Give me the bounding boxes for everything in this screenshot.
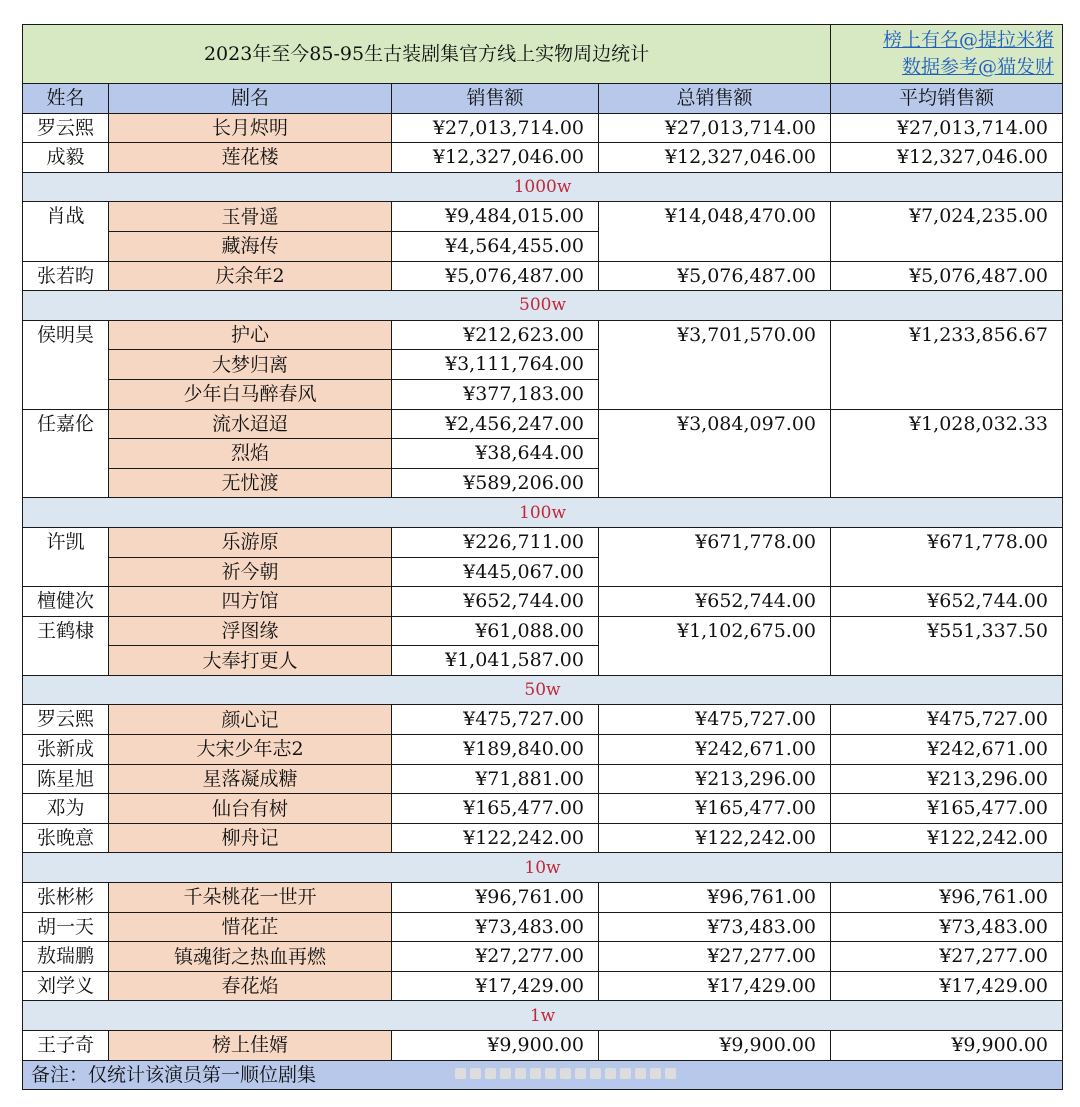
actor-name: 成毅 [23,143,109,173]
drama-sales: ¥27,013,714.00 [392,113,599,143]
drama-title: 少年白马醉春风 [109,379,392,409]
drama-title: 庆余年2 [109,261,392,291]
total-sales: ¥3,084,097.00 [599,409,831,498]
drama-title: 仙台有树 [109,794,392,824]
actor-name: 张新成 [23,735,109,765]
band-row [23,675,1063,705]
total-sales: ¥1,102,675.00 [599,616,831,675]
average-sales: ¥1,028,032.33 [831,409,1063,498]
table-row [23,616,1063,646]
table-row [23,735,1063,765]
drama-sales: ¥61,088.00 [392,616,599,646]
band-label: 1000w [23,172,1063,202]
average-sales: ¥122,242.00 [831,823,1063,853]
average-sales: ¥213,296.00 [831,764,1063,794]
drama-sales: ¥589,206.00 [392,468,599,498]
drama-title: 大宋少年志2 [109,735,392,765]
drama-title: 颜心记 [109,705,392,735]
drama-sales: ¥475,727.00 [392,705,599,735]
table-row [23,320,1063,350]
drama-sales: ¥122,242.00 [392,823,599,853]
table-row [23,942,1063,972]
drama-title: 大奉打更人 [109,646,392,676]
drama-title: 镇魂街之热血再燃 [109,942,392,972]
total-sales: ¥12,327,046.00 [599,143,831,173]
total-sales: ¥671,778.00 [599,527,831,586]
drama-sales: ¥17,429.00 [392,971,599,1001]
drama-title: 护心 [109,320,392,350]
average-sales: ¥165,477.00 [831,794,1063,824]
table-row [23,971,1063,1001]
table-row [23,912,1063,942]
header-average: 平均销售额 [831,84,1063,114]
actor-name: 肖战 [23,202,109,261]
band-row [23,291,1063,321]
sales-table [22,24,1063,1090]
actor-name: 许凯 [23,527,109,586]
drama-sales: ¥12,327,046.00 [392,143,599,173]
drama-title: 流水迢迢 [109,409,392,439]
drama-sales: ¥38,644.00 [392,439,599,469]
drama-title: 柳舟记 [109,823,392,853]
average-sales: ¥652,744.00 [831,587,1063,617]
drama-title: 千朵桃花一世开 [109,883,392,913]
total-sales: ¥73,483.00 [599,912,831,942]
band-row [23,498,1063,528]
drama-sales: ¥1,041,587.00 [392,646,599,676]
drama-title: 星落凝成糖 [109,764,392,794]
total-sales: ¥9,900.00 [599,1031,831,1061]
header-drama: 剧名 [109,84,392,114]
drama-sales: ¥165,477.00 [392,794,599,824]
total-sales: ¥652,744.00 [599,587,831,617]
drama-sales: ¥3,111,764.00 [392,350,599,380]
table-row [23,261,1063,291]
average-sales: ¥73,483.00 [831,912,1063,942]
total-sales: ¥5,076,487.00 [599,261,831,291]
actor-name: 檀健次 [23,587,109,617]
average-sales: ¥242,671.00 [831,735,1063,765]
drama-sales: ¥27,277.00 [392,942,599,972]
average-sales: ¥671,778.00 [831,527,1063,586]
band-label: 1w [23,1001,1063,1031]
average-sales: ¥12,327,046.00 [831,143,1063,173]
table-row [23,143,1063,173]
drama-title: 藏海传 [109,231,392,261]
band-label: 100w [23,498,1063,528]
total-sales: ¥475,727.00 [599,705,831,735]
table-row [23,113,1063,143]
average-sales: ¥9,900.00 [831,1031,1063,1061]
average-sales: ¥96,761.00 [831,883,1063,913]
average-sales: ¥17,429.00 [831,971,1063,1001]
credit-link-rank[interactable]: 榜上有名@提拉米猪 [883,29,1055,51]
drama-title: 春花焰 [109,971,392,1001]
actor-name: 张彬彬 [23,883,109,913]
total-sales: ¥14,048,470.00 [599,202,831,261]
band-row [23,172,1063,202]
average-sales: ¥27,013,714.00 [831,113,1063,143]
table-row [23,1031,1063,1061]
actor-name: 王子奇 [23,1031,109,1061]
drama-sales: ¥377,183.00 [392,379,599,409]
drama-title: 玉骨遥 [109,202,392,232]
table-row [23,587,1063,617]
drama-sales: ¥652,744.00 [392,587,599,617]
band-label: 50w [23,675,1063,705]
band-label: 500w [23,291,1063,321]
actor-name: 罗云熙 [23,113,109,143]
drama-title: 四方馆 [109,587,392,617]
table-row [23,823,1063,853]
total-sales: ¥17,429.00 [599,971,831,1001]
table-row [23,764,1063,794]
actor-name: 陈星旭 [23,764,109,794]
drama-title: 浮图缘 [109,616,392,646]
actor-name: 罗云熙 [23,705,109,735]
actor-name: 张若昀 [23,261,109,291]
header-name: 姓名 [23,84,109,114]
drama-sales: ¥226,711.00 [392,527,599,557]
actor-name: 胡一天 [23,912,109,942]
drama-title: 乐游原 [109,527,392,557]
average-sales: ¥475,727.00 [831,705,1063,735]
drama-sales: ¥96,761.00 [392,883,599,913]
average-sales: ¥7,024,235.00 [831,202,1063,261]
drama-sales: ¥2,456,247.00 [392,409,599,439]
drama-title: 莲花楼 [109,143,392,173]
band-row [23,1001,1063,1031]
total-sales: ¥27,277.00 [599,942,831,972]
drama-title: 榜上佳婿 [109,1031,392,1061]
drama-title: 无忧渡 [109,468,392,498]
band-label: 10w [23,853,1063,883]
drama-sales: ¥4,564,455.00 [392,231,599,261]
average-sales: ¥551,337.50 [831,616,1063,675]
average-sales: ¥1,233,856.67 [831,320,1063,409]
total-sales: ¥242,671.00 [599,735,831,765]
drama-sales: ¥5,076,487.00 [392,261,599,291]
actor-name: 刘学义 [23,971,109,1001]
table-title: 2023年至今85-95生古装剧集官方线上实物周边统计 [23,25,831,84]
total-sales: ¥122,242.00 [599,823,831,853]
drama-title: 烈焰 [109,439,392,469]
watermark [455,1068,676,1079]
actor-name: 邓为 [23,794,109,824]
actor-name: 敖瑞鹏 [23,942,109,972]
total-sales: ¥3,701,570.00 [599,320,831,409]
drama-sales: ¥9,484,015.00 [392,202,599,232]
actor-name: 王鹤棣 [23,616,109,675]
drama-title: 长月烬明 [109,113,392,143]
band-row [23,853,1063,883]
drama-sales: ¥189,840.00 [392,735,599,765]
drama-sales: ¥212,623.00 [392,320,599,350]
header-total: 总销售额 [599,84,831,114]
table-row [23,202,1063,232]
total-sales: ¥96,761.00 [599,883,831,913]
actor-name: 侯明昊 [23,320,109,409]
table-row [23,527,1063,557]
drama-title: 大梦归离 [109,350,392,380]
drama-sales: ¥71,881.00 [392,764,599,794]
average-sales: ¥27,277.00 [831,942,1063,972]
credits [831,25,1063,84]
table-row [23,794,1063,824]
actor-name: 张晚意 [23,823,109,853]
drama-sales: ¥445,067.00 [392,557,599,587]
actor-name: 任嘉伦 [23,409,109,498]
total-sales: ¥213,296.00 [599,764,831,794]
footnote: 备注：仅统计该演员第一顺位剧集 [23,1060,1063,1090]
header-sales: 销售额 [392,84,599,114]
total-sales: ¥27,013,714.00 [599,113,831,143]
drama-sales: ¥73,483.00 [392,912,599,942]
total-sales: ¥165,477.00 [599,794,831,824]
drama-title: 惜花芷 [109,912,392,942]
drama-title: 祈今朝 [109,557,392,587]
table-row [23,705,1063,735]
credit-link-source[interactable]: 数据参考@猫发财 [902,56,1055,78]
drama-sales: ¥9,900.00 [392,1031,599,1061]
table-row [23,409,1063,439]
average-sales: ¥5,076,487.00 [831,261,1063,291]
table-row [23,883,1063,913]
